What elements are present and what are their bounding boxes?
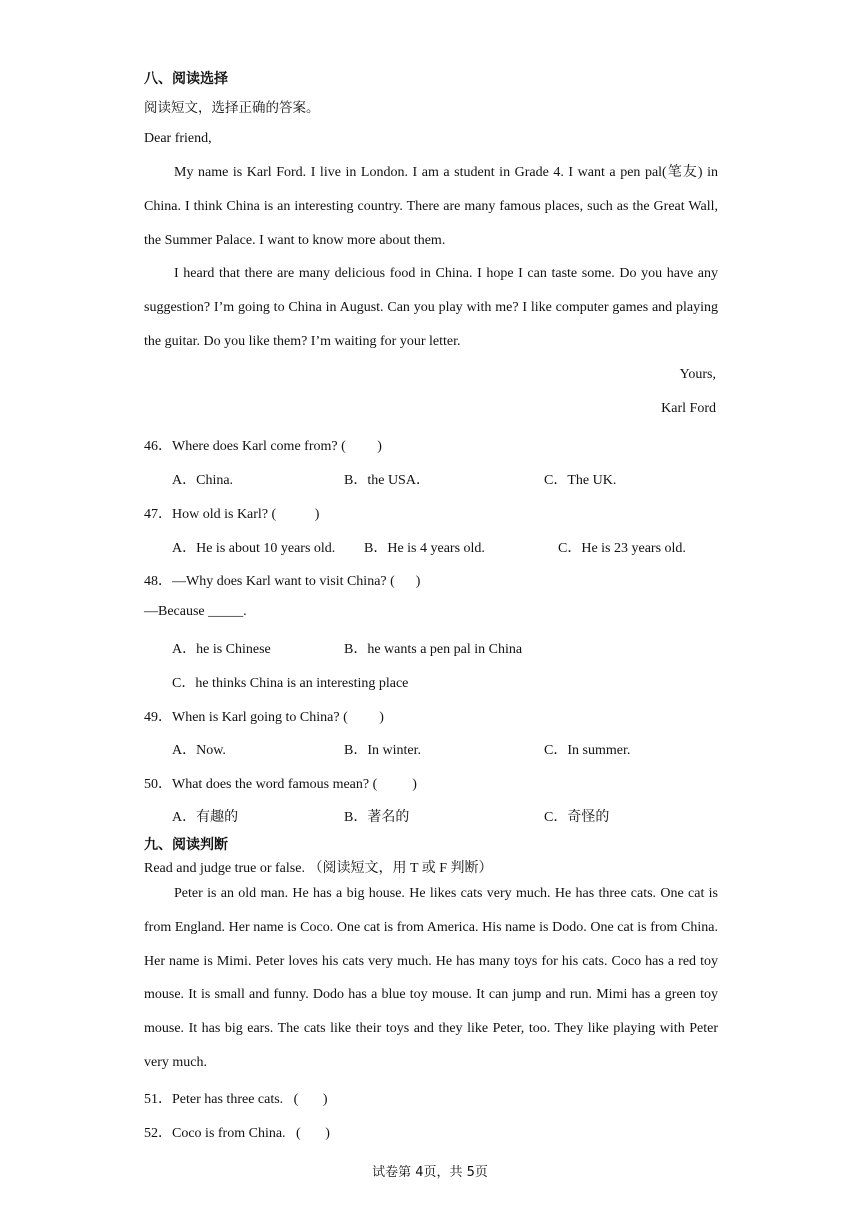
- letter-closing: Yours,: [679, 367, 716, 382]
- question-49-stem: 49．When is Karl going to China? ( ): [144, 710, 384, 725]
- question-48-option-b: B．he wants a pen pal in China: [344, 642, 523, 657]
- question-47-option-b: B．He is 4 years old.: [364, 541, 485, 556]
- question-49-option-a: A．Now.: [172, 743, 226, 758]
- section-8-instruction: 阅读短文，选择正确的答案。: [144, 100, 320, 116]
- question-47-stem: 47．How old is Karl? ( ): [144, 507, 320, 522]
- question-47-option-c: C．He is 23 years old.: [558, 541, 686, 556]
- section-9-heading: 九、阅读判断: [144, 837, 228, 853]
- question-50-option-a: A．有趣的: [172, 810, 239, 825]
- letter-greeting: Dear friend,: [144, 131, 212, 146]
- question-48-option-c: C．he thinks China is an interesting place: [172, 676, 409, 691]
- question-46-stem: 46．Where does Karl come from? ( ): [144, 439, 382, 454]
- question-51-stem: 51．Peter has three cats. ( ): [144, 1092, 328, 1107]
- question-48-stem: 48．—Why does Karl want to visit China? ( ): [144, 574, 421, 589]
- question-50-stem: 50．What does the word famous mean? ( ): [144, 777, 417, 792]
- question-48-stem-2: —Because _____.: [144, 604, 247, 619]
- question-52-stem: 52．Coco is from China. ( ): [144, 1126, 330, 1141]
- question-50-option-c: C．奇怪的: [544, 810, 610, 825]
- question-49-option-c: C．In summer.: [544, 743, 631, 758]
- question-46-option-b: B．the USA．: [344, 473, 430, 488]
- question-46-option-a: A．China.: [172, 473, 234, 488]
- question-48-option-a: A．he is Chinese: [172, 642, 271, 657]
- letter-signature: Karl Ford: [661, 401, 716, 416]
- section-9-instruction: Read and judge true or false. （阅读短文，用 T 或 F 判断）: [144, 861, 493, 876]
- letter-paragraph-1: My name is Karl Ford. I live in London. I am a student in Grade 4. I want a pen pal(笔友) in China. I think China is an interesting country. There are many famous places, such as the Great Wall, the Summer Palace. I want to know more about them.: [144, 165, 718, 248]
- page-footer: 试卷第 4页，共 5页: [372, 1165, 488, 1180]
- question-50-option-b: B．著名的: [344, 810, 410, 825]
- letter-paragraph-2: I heard that there are many delicious food in China. I hope I can taste some. Do you have any suggestion? I’m going to China in August. Can you play with me? I like computer games and playing the guitar. Do you like them? I’m waiting for your letter.: [144, 266, 718, 349]
- section-8-heading: 八、阅读选择: [144, 71, 228, 87]
- question-49-option-b: B．In winter.: [344, 743, 421, 758]
- question-46-option-c: C．The UK.: [544, 473, 617, 488]
- section-9-passage: Peter is an old man. He has a big house. He likes cats very much. He has three cats. One cat is from England. Her name is Coco. One cat is from America. His name is Dodo. One cat is from China. Her name is Mimi. Peter loves his cats very much. He has many toys for his cats. Coco has a red toy mouse. It is small and funny. Dodo has a blue toy mouse. It can jump and run. Mimi has a green toy mouse. It has big ears. The cats like their toys and they like Peter, too. They like playing with Peter very much.: [144, 886, 718, 1070]
- question-47-option-a: A．He is about 10 years old.: [172, 541, 336, 556]
